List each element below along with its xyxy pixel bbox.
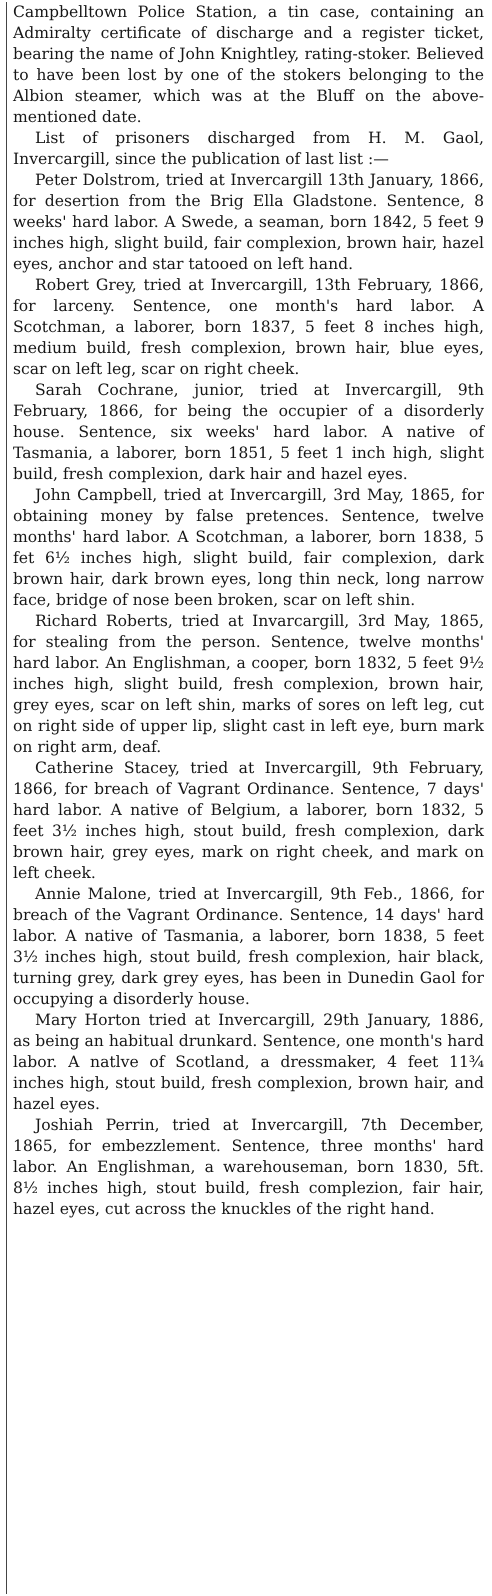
article-column xyxy=(6,2,484,1594)
paragraph-richard-roberts: Richard Roberts, tried at Invarcargill, 3rd May, 1865, for stealing from the person. Sentence, twelve months' hard labor. An Englishman, a cooper, born 1832, 5 feet 9½ inches high, slight build, fresh complexion, brown hair, grey eyes, scar on left shin, marks of sores on left leg, cut on right side of upper lip, slight cast in left eye, burn mark on right arm, deaf. xyxy=(13,612,484,756)
paragraph-sarah-cochrane: Sarah Cochrane, junior, tried at Invercargill, 9th February, 1866, for being the occupier of a disorderly house. Sentence, six weeks' hard labor. A native of Tasmania, a laborer, born 1851, 5 feet 1 inch high, slight build, fresh complexion, dark hair and hazel eyes. xyxy=(13,381,484,483)
paragraph-annie-malone: Annie Malone, tried at Invercargill, 9th Feb., 1866, for breach of the Vagrant Ordinance. Sentence, 14 days' hard labor. A native of Tasmania, a laborer, born 1838, 5 feet 3½ inches high, stout build, fresh complexion, hair black, turning grey, dark grey eyes, has been in Dunedin Gaol for occupying a disorderly house. xyxy=(13,885,484,1008)
paragraph-tin-case: Campbelltown Police Station, a tin case, containing an Admiralty certificate of discharge and a register ticket, bearing the name of John Knightley, rating-stoker. Believed to have been lost by one of the stokers belonging to the Albion steamer, which was at the Bluff on the above-mentioned date. xyxy=(13,3,484,126)
paragraph-catherine-stacey: Catherine Stacey, tried at Invercargill, 9th February, 1866, for breach of Vagrant Ordinance. Sentence, 7 days' hard labor. A native of Belgium, a laborer, born 1832, 5 feet 3½ inches high, stout build, fresh complexion, dark brown hair, grey eyes, mark on right cheek, and mark on left cheek. xyxy=(13,759,484,882)
paragraph-peter-dolstrom: Peter Dolstrom, tried at Invercargill 13th January, 1866, for desertion from the Brig Ella Gladstone. Sentence, 8 weeks' hard labor. A Swede, a seaman, born 1842, 5 feet 9 inches high, slight build, fair complexion, brown hair, hazel eyes, anchor and star tatooed on left hand. xyxy=(13,171,484,273)
paragraph-john-campbell: John Campbell, tried at Invercargill, 3rd May, 1865, for obtaining money by false pretences. Sentence, twelve months' hard labor. A Scotchman, a laborer, born 1838, 5 fet 6½ inches high, slight build, fair complexion, dark brown hair, dark brown eyes, long thin neck, long narrow face, bridge of nose been broken, scar on left shin. xyxy=(13,486,484,609)
paragraph-robert-grey: Robert Grey, tried at Invercargill, 13th February, 1866, for larceny. Sentence, one month's hard labor. A Scotchman, a laborer, born 1837, 5 feet 8 inches high, medium build, fresh complexion, brown hair, blue eyes, scar on left leg, scar on right cheek. xyxy=(13,276,484,378)
paragraph-joshiah-perrin: Joshiah Perrin, tried at Invercargill, 7th December, 1865, for embezzlement. Sentence, three months' hard labor. An Englishman, a warehouseman, born 1830, 5ft. 8½ inches high, stout build, fresh complezion, fair hair, hazel eyes, cut across the knuckles of the right hand. xyxy=(13,1116,484,1218)
paragraph-prisoner-list-intro: List of prisoners discharged from H. M. Gaol, Invercargill, since the publication of last list :— xyxy=(13,129,484,168)
paragraph-mary-horton: Mary Horton tried at Invercargill, 29th January, 1886, as being an habitual drunkard. Sentence, one month's hard labor. A natlve of Scotland, a dressmaker, 4 feet 11¾ inches high, stout build, fresh complexion, brown hair, and hazel eyes. xyxy=(13,1011,484,1113)
